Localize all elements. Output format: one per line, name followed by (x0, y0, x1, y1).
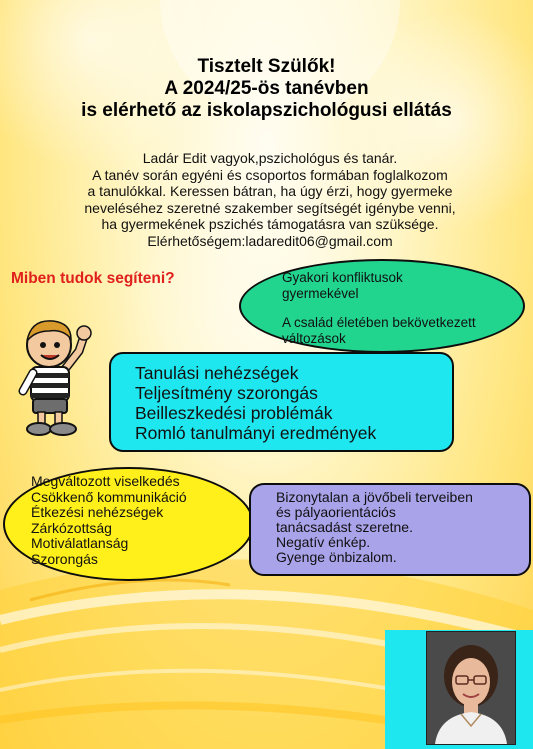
bubble-line: változások (282, 330, 346, 346)
contact-email: Elérhetőségem:ladaredit06@gmail.com (147, 232, 393, 249)
bubble-line: Csökkenő kommunikáció (31, 488, 187, 505)
intro-line: neveléséhez szeretné szakember segítségét igénybe venni, (84, 199, 456, 216)
bubble-line: A család életében bekövetkezett (282, 315, 476, 330)
cartoon-boy-icon (13, 311, 95, 439)
bubble-line: Szorongás (31, 550, 98, 567)
behavior-issues-bubble (3, 467, 254, 581)
box-line: Tanulási nehézségek (135, 363, 299, 383)
box-line: Bizonytalan a jövőbeli terveiben (276, 489, 473, 505)
box-line: és pályaorientációs (276, 504, 396, 520)
bubble-line: Étkezési nehézségek (31, 504, 164, 520)
bubble-line: Zárkózottság (31, 519, 112, 536)
page-title (0, 56, 533, 122)
title-line-3: is elérhető az iskolapszichológusi ellátás (81, 100, 452, 121)
title-line-2: A 2024/25-ös tanévben (164, 78, 369, 99)
bubble-line: Motiválatlanság (31, 535, 129, 551)
bubble-line: gyermekével (282, 285, 359, 301)
intro-text (70, 150, 470, 249)
bubble-line: Megváltozott viselkedés (31, 473, 180, 489)
box-line: Negatív énkép. (276, 534, 371, 550)
box-line: Romló tanulmányi eredmények (135, 423, 377, 443)
title-line-1: Tisztelt Szülők! (197, 56, 336, 77)
intro-line: ha gyermekének pszichés támogatásra van szüksége. (101, 216, 439, 232)
box-line: tanácsadást szeretne. (276, 519, 413, 535)
box-line: Beilleszkedési problémák (135, 403, 333, 423)
cartoon-boy-image (13, 311, 95, 444)
intro-line: A tanév során egyéni és csoportos formában foglalkozom (92, 166, 448, 183)
box-line: Gyenge önbizalom. (276, 549, 397, 565)
help-question-heading: Miben tudok segíteni? (11, 270, 175, 287)
intro-line: a tanulókkal. Keressen bátran, ha úgy érzi, hogy gyermeke (87, 183, 453, 199)
portrait-icon (427, 632, 515, 744)
bubble-line: Gyakori konfliktusok (282, 270, 403, 285)
learning-issues-box (109, 352, 454, 452)
box-line: Teljesítmény szorongás (135, 383, 318, 403)
family-issues-bubble (239, 259, 525, 353)
portrait-photo (426, 631, 516, 745)
career-selfesteem-box (249, 483, 531, 576)
intro-line: Ladár Edit vagyok,pszichológus és tanár. (142, 150, 398, 166)
